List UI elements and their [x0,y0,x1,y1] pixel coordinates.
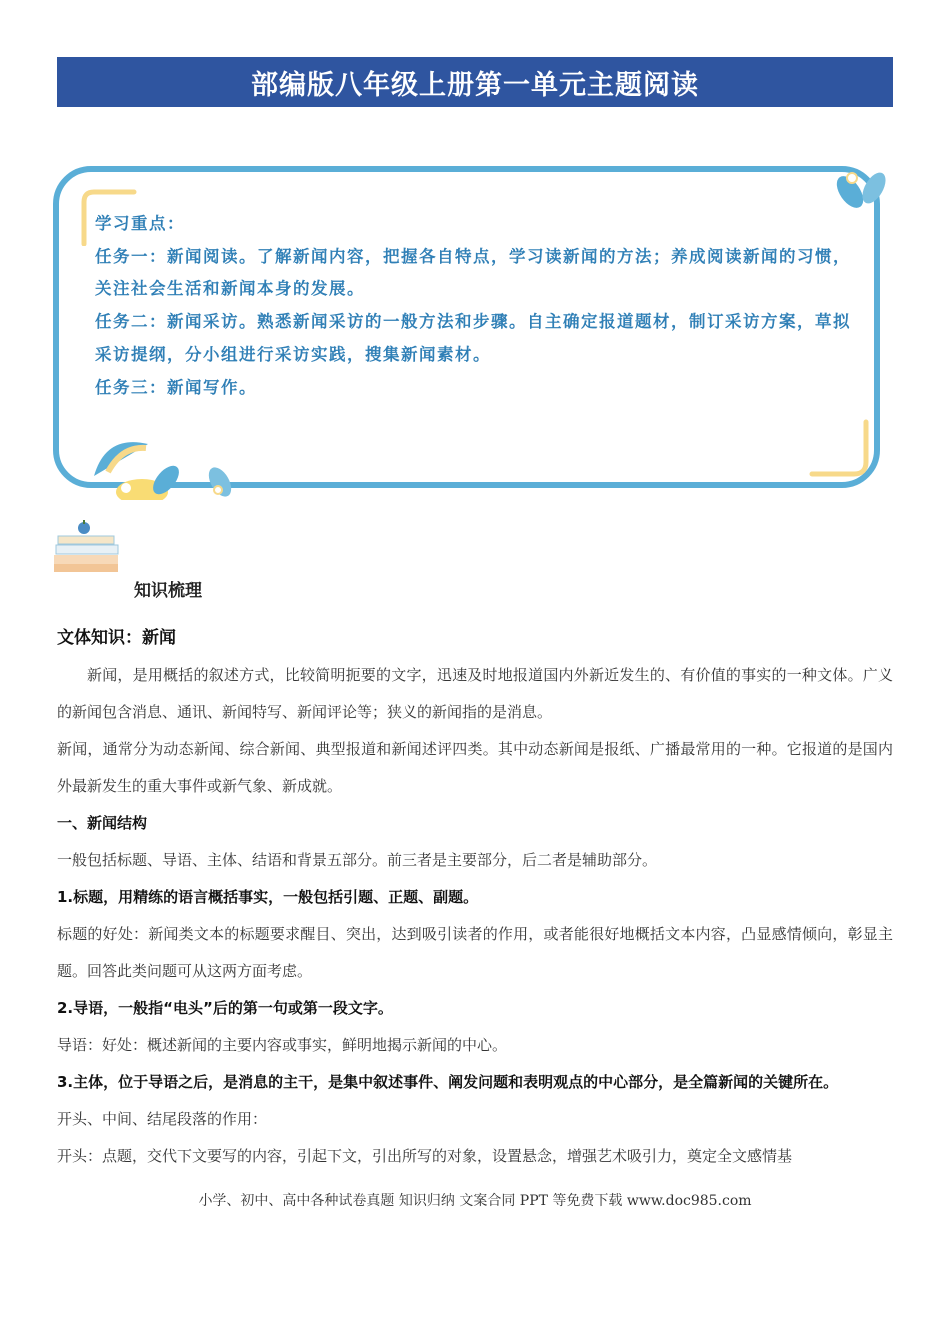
main-content [57,624,893,1175]
books-icon [54,516,124,574]
paragraph: 新闻，通常分为动态新闻、综合新闻、典型报道和新闻述评四类。其中动态新闻是报纸、广播最常用的一种。它报道的是国内外最新发生的重大事件或新气象、新成就。 [57,740,893,795]
focus-task-1: 任务一：新闻阅读。了解新闻内容，把握各自特点，学习读新闻的方法；养成阅读新闻的习惯，关注社会生活和新闻本身的发展。 [95,246,851,299]
paragraph: 开头、中间、结尾段落的作用： [57,1110,268,1128]
section-title: 文体知识：新闻 [57,628,176,648]
page-footer: 小学、初中、高中各种试卷真题 知识归纳 文案合同 PPT 等免费下载 www.doc985.com [198,1193,752,1209]
subheading-structure: 一、新闻结构 [57,814,148,832]
subheading-body: 3.主体，位于导语之后，是消息的主干，是集中叙述事件、阐发问题和表明观点的中心部分，是全篇新闻的关键所在。 [57,1073,839,1091]
umbrella-icon [86,430,256,500]
knowledge-heading: 知识梳理 [134,581,202,601]
paragraph: 标题的好处：新闻类文本的标题要求醒目、突出，达到吸引读者的作用，或者能很好地概括文本内容，凸显感情倾向，彰显主题。回答此类问题可从这两方面考虑。 [57,925,893,980]
paragraph: 开头：点题，交代下文要写的内容，引起下文，引出所写的对象，设置悬念，增强艺术吸引力，奠定全文感情基 [57,1147,793,1165]
paragraph: 一般包括标题、导语、主体、结语和背景五部分。前三者是主要部分，后二者是辅助部分。 [57,851,658,869]
study-focus-text [95,208,855,404]
subheading-lead: 2.导语，一般指“电头”后的第一句或第一段文字。 [57,999,393,1017]
focus-task-2: 任务二：新闻采访。熟悉新闻采访的一般方法和步骤。自主确定报道题材，制订采访方案，草拟采访提纲，分小组进行采访实践，搜集新闻素材。 [95,312,851,364]
corner-accent-bottom-right [806,416,872,482]
paragraph: 新闻，是用概括的叙述方式，比较简明扼要的文字，迅速及时地报道国内外新近发生的、有价值的事实的一种文体。广义的新闻包含消息、通讯、新闻特写、新闻评论等；狭义的新闻指的是消息。 [57,666,893,721]
focus-heading: 学习重点： [95,214,185,233]
page-title: 部编版八年级上册第一单元主题阅读 [251,69,699,101]
focus-task-3: 任务三：新闻写作。 [95,377,257,397]
paragraph: 导语：好处：概述新闻的主要内容或事实，鲜明地揭示新闻的中心。 [57,1036,508,1054]
subheading-title: 1.标题，用精练的语言概括事实，一般包括引题、正题、副题。 [57,888,479,906]
title-banner [57,57,893,107]
leaf-cluster-icon [832,166,892,214]
